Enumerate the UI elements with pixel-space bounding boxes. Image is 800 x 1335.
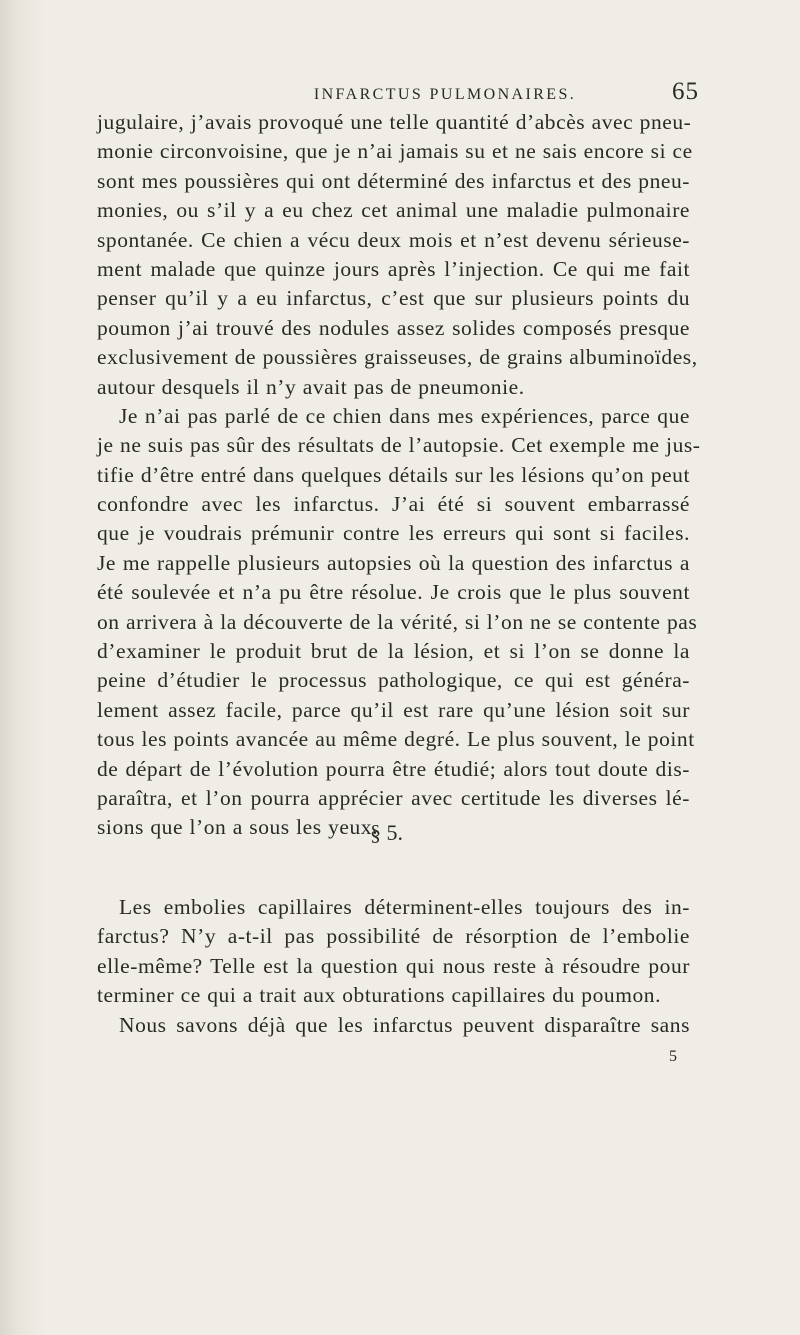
text-line: sions que l’on a sous les yeux. [97,815,379,840]
page-number: 65 [672,78,699,105]
text-line: tifie d’être entré dans quelques détails sur les lésions qu’on peut [97,462,690,487]
text-line: monie circonvoisine, que je n’ai jamais su et ne sais encore si ce [97,139,693,164]
text-line: autour desquels il n’y avait pas de pneumonie. [97,374,525,399]
text-line: terminer ce qui a trait aux obturations capillaires du poumon. [97,983,661,1008]
text-line: ment malade que quinze jours après l’injection. Ce qui me fait [97,256,690,281]
main-text-block [97,108,701,843]
text-line: Je me rappelle plusieurs autopsies où la question des infarctus a [97,550,690,575]
text-line: elle-même? Telle est la question qui nous reste à résoudre pour [97,953,690,978]
text-line: lement assez facile, parce qu’il est rare qu’une lésion soit sur [97,697,690,722]
text-line: farctus? N’y a-t-il pas possibilité de résorption de l’embolie [97,924,690,949]
signature-mark: 5 [669,1048,677,1065]
text-line: on arrivera à la découverte de la vérité, si l’on ne se contente pas [97,609,698,634]
text-line: d’examiner le produit brut de la lésion, et si l’on se donne la [97,639,690,664]
section-text-block [97,893,690,1040]
text-line: exclusivement de poussières graisseuses, de grains albuminoïdes, [97,345,698,370]
text-line: Les embolies capillaires déterminent-elles toujours des in- [119,895,690,919]
text-line: que je voudrais prémunir contre les erreurs qui sont si faciles. [97,521,690,546]
text-line: paraîtra, et l’on pourra apprécier avec certitude les diverses lé- [97,785,690,810]
text-line: je ne suis pas sûr des résultats de l’autopsie. Cet exemple me jus- [97,433,701,458]
text-line: confondre avec les infarctus. J’ai été si souvent embarrassé [97,492,690,517]
text-line: de départ de l’évolution pourra être étudié; alors tout doute dis- [97,756,690,781]
text-line: Nous savons déjà que les infarctus peuvent disparaître sans [119,1012,690,1037]
text-line: jugulaire, j’avais provoqué une telle quantité d’abcès avec pneu- [97,110,692,134]
text-line: monies, ou s’il y a eu chez cet animal une maladie pulmonaire [97,198,690,223]
running-title: INFARCTUS PULMONAIRES. [313,86,577,103]
section-heading: § 5. [370,820,403,845]
text-line: été soulevée et n’a pu être résolue. Je crois que le plus souvent [97,580,690,605]
text-line: poumon j’ai trouvé des nodules assez solides composés presque [97,315,690,340]
text-line: tous les points avancée au même degré. Le plus souvent, le point [97,727,695,752]
text-line: peine d’étudier le processus pathologique, ce qui est généra- [97,668,690,693]
text-line: penser qu’il y a eu infarctus, c’est que sur plusieurs points du [97,286,690,311]
text-line: Je n’ai pas parlé de ce chien dans mes expériences, parce que [119,403,690,428]
text-line: spontanée. Ce chien a vécu deux mois et n’est devenu sérieuse- [97,227,690,252]
text-line: sont mes poussières qui ont déterminé des infarctus et des pneu- [97,168,690,193]
